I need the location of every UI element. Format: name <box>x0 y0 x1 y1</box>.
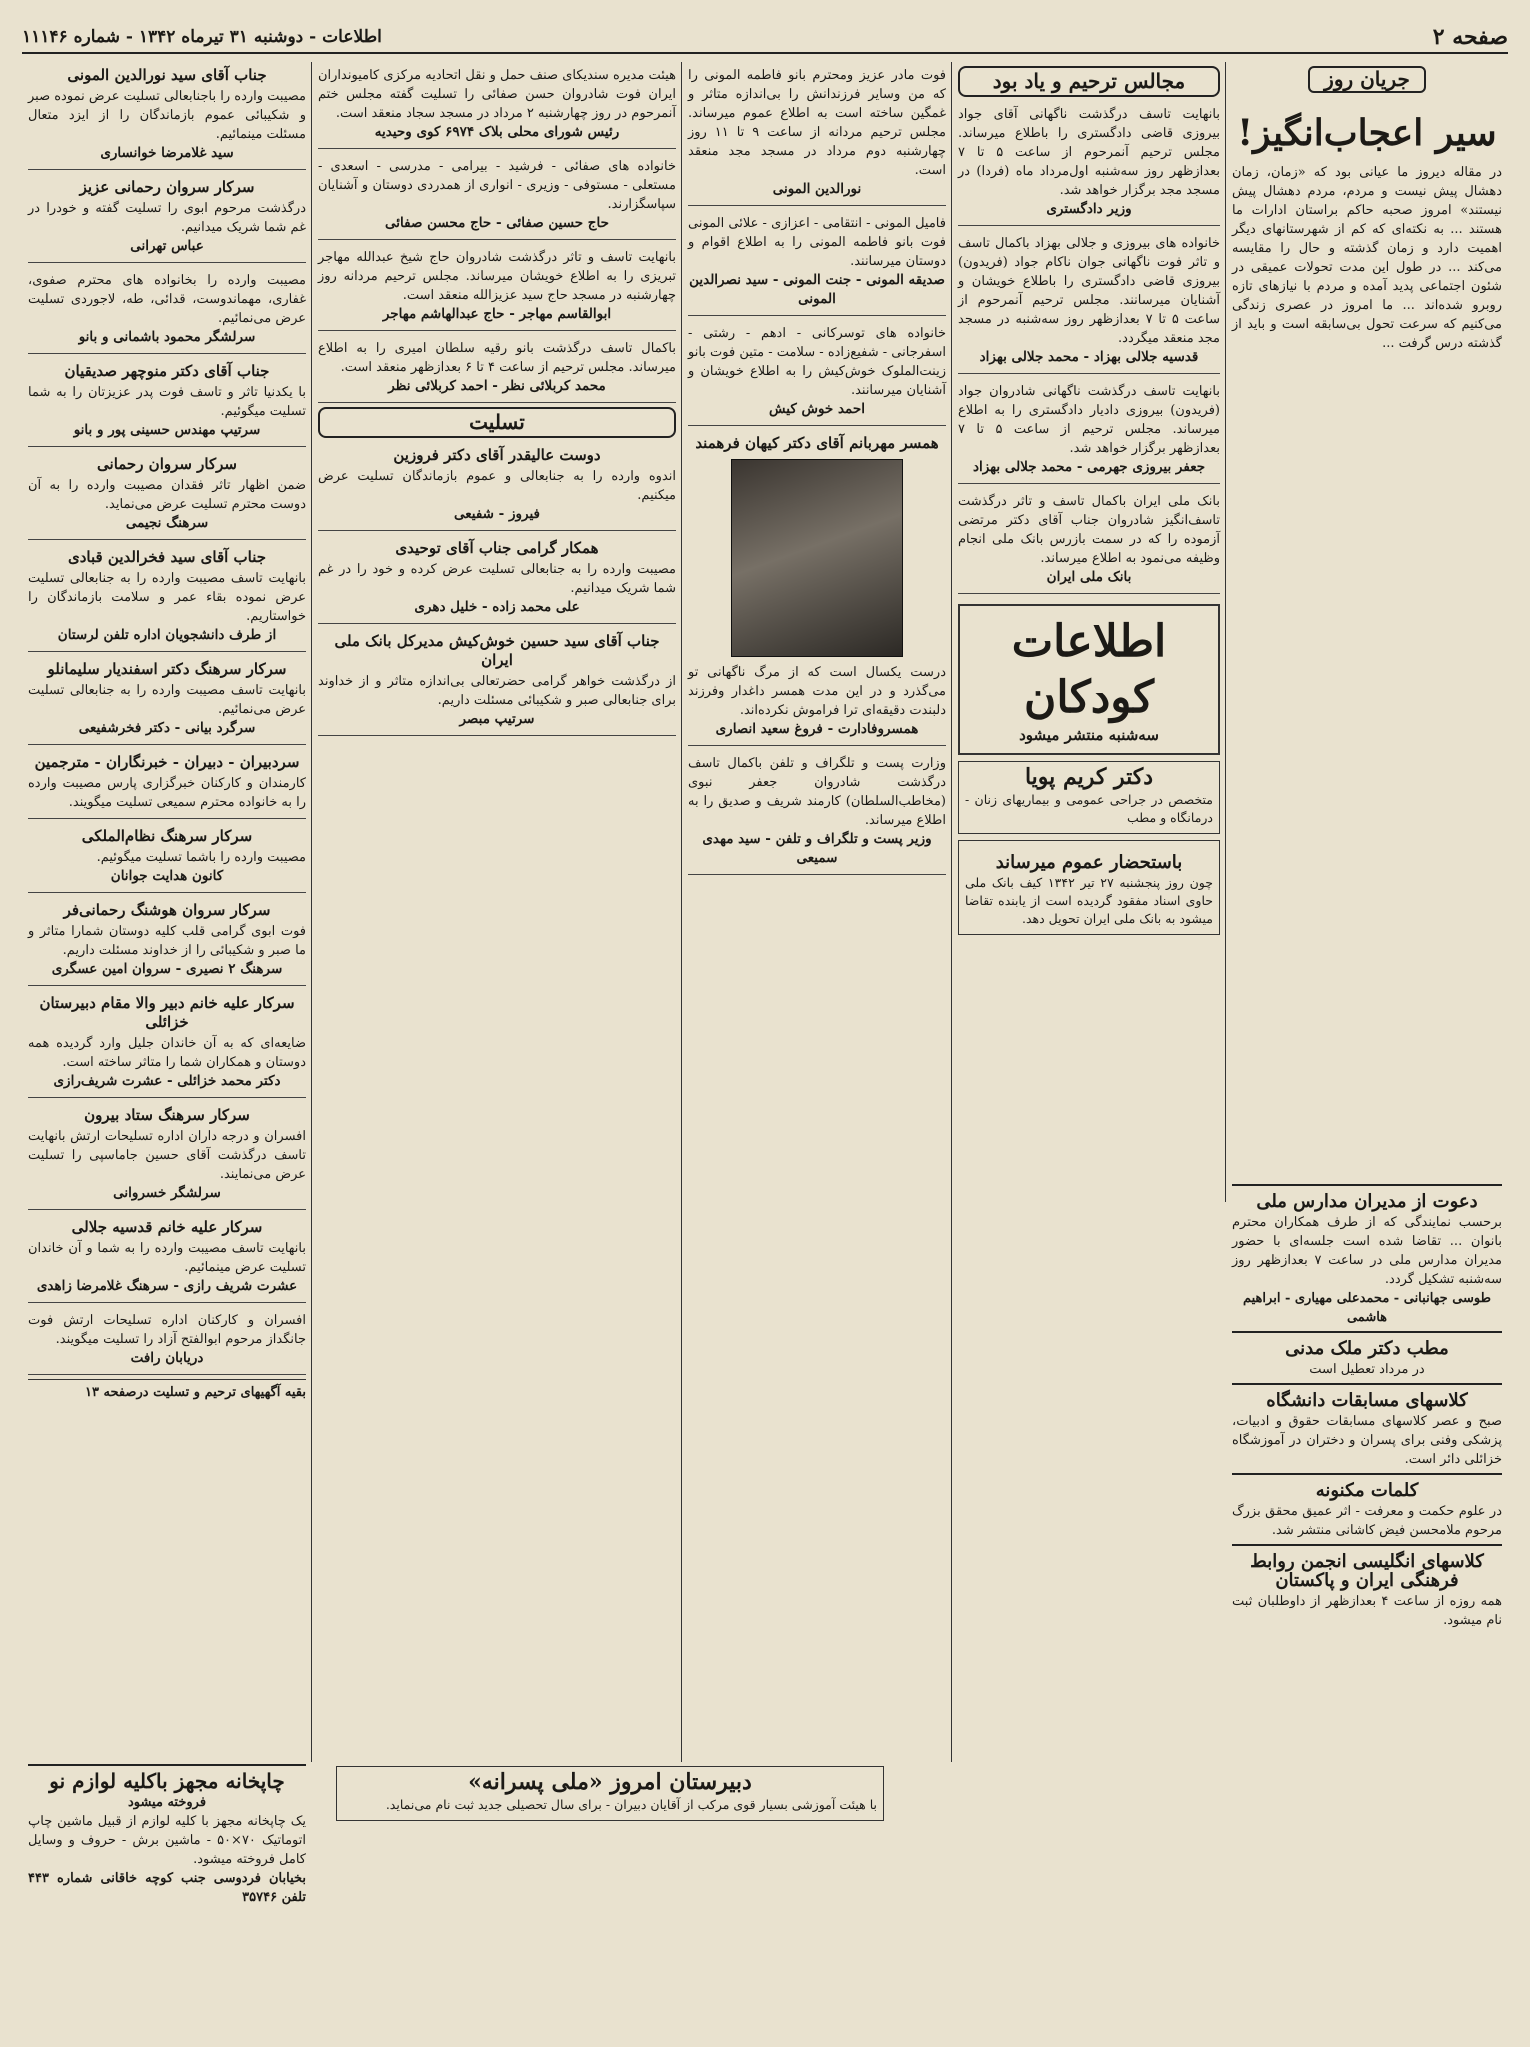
notice-text: چاپخانه مجهز باکلیه لوازم نو <box>49 1769 285 1793</box>
notice-text: سرگرد بیانی - دکتر فخرشفیعی <box>78 720 256 736</box>
mourning-notice <box>688 320 946 426</box>
notice-text: جناب آقای سید نورالدین المونی <box>67 66 267 84</box>
notice-text: سرتیپ مهندس حسینی پور و بانو <box>73 422 261 438</box>
notice-text: بانهایت تاسف مصیبت وارده را به شما و آن خاندان تسلیت عرض مینمائیم. <box>28 1241 306 1275</box>
condolence-notice <box>28 990 306 1098</box>
notice-text: بانهایت تاسف و تاثر درگذشت شادروان حاج شیخ عبدالله مهاجر تبریزی را به اطلاع خویشان میرساند. مجلس ترحیم مردانه روز چهارشنبه در مسجد حاج سید عزیزالله منعقد است. <box>318 250 676 303</box>
english-class-title: کلاسهای انگلیسی انجمن روابط فرهنگی ایران و پاکستان <box>1250 1551 1484 1591</box>
clinic-title: مطب دکتر ملک مدنی <box>1285 1338 1449 1359</box>
mourning-notice <box>688 62 946 206</box>
notice-text: بانهایت تاسف درگذشت ناگهانی شادروان جواد (فریدون) بیروزی دادیار دادگستری را به اطلاع میرساند. مجلس ترحیم از ساعت ۵ تا ۷ بعدازظهر برگزار خواهد شد. <box>958 384 1220 456</box>
notice-text: جعفر بیروزی جهرمی - محمد جلالی بهزاد <box>972 459 1206 475</box>
condolence-notice <box>318 535 676 624</box>
notice-text: ابوالقاسم مهاجر - حاج عبدالهاشم مهاجر <box>382 306 612 322</box>
notice-text: در مرداد تعطیل است <box>1309 1362 1425 1377</box>
condolence-notice <box>28 451 306 540</box>
notice-text: باستحضار عموم میرساند <box>995 852 1183 873</box>
notice-text: خانواده های بیروزی و جلالی بهزاد باکمال تاسف و تاثر فوت ناگهانی جوان ناکام جواد (فریدون) بیروزی قاضی دادگستری را باطلاع خویشان و آشنایان میرسانند. مجلس ترحیم آنمرحوم از ساعت ۵ تا ۷ بعدازظهر روز سه‌شنبه در مسجد مجد منعقد میگردد. <box>958 236 1221 346</box>
notice-text: سید غلامرضا خوانساری <box>100 145 234 161</box>
notice-text: بانهایت تاسف درگذشت ناگهانی آقای جواد بیروزی قاضی دادگستری را باطلاع میرساند. مجلس ترحیم آنمرحوم از ساعت ۵ تا ۷ بعدازظهر روز سه‌شنبه اول‌مرداد ماه (فردا) در مسجد مجد برگزار خواهد شد. <box>958 107 1221 198</box>
notice-text: سه‌شنبه منتشر میشود <box>1019 726 1159 744</box>
school-ad <box>330 1760 890 2030</box>
section-tag: جریان روز <box>1308 66 1426 93</box>
condolence-notice <box>28 358 306 447</box>
notice-text: ضمن اظهار تاثر فقدان مصیبت وارده را به آن دوست محترم تسلیت عرض می‌نماید. <box>28 478 306 512</box>
notice-text: با یکدنیا تاثر و تاسف فوت پدر عزیزتان را به شما تسلیت میگوئیم. <box>28 385 306 419</box>
notices-block <box>1226 1180 1508 1900</box>
masthead-bar <box>22 22 1508 54</box>
notice-text: عشرت شریف رازی - سرهنگ غلامرضا زاهدی <box>36 1278 298 1294</box>
notice-text: چون روز پنجشنبه ۲۷ تیر ۱۳۴۲ کیف بانک ملی حاوی اسناد مفقود گردیده است از یابنده تقاضا میشود به بانک ملی ایران تحویل دهد. <box>965 875 1213 926</box>
masthead-line: اطلاعات - دوشنبه ۳۱ تیرماه ۱۳۴۲ - شماره ۱۱۱۴۶ <box>22 27 382 47</box>
condolence-notice <box>318 442 676 531</box>
condolence-column <box>22 62 312 1742</box>
invite-title: دعوت از مدیران مدارس ملی <box>1256 1191 1478 1212</box>
condolence-notice <box>28 897 306 986</box>
notice-text: بانک ملی ایران <box>1046 569 1132 585</box>
notice-text: بانهایت تاسف مصیبت وارده را به جنابعالی تسلیت عرض نموده بقاء عمر و سلامت بازماندگان را خواستاریم. <box>28 571 306 624</box>
notice-text: سردبیران - دبیران - خبرنگاران - مترجمین <box>34 753 300 771</box>
notice-text: دریابان رافت <box>130 1350 204 1366</box>
notice-text: نورالدین المونی <box>772 181 862 197</box>
notice-text: جناب آقای دکتر منوچهر صدیقیان <box>64 362 270 380</box>
notice-text: حاج حسین صفائی - حاج محسن صفائی <box>385 215 609 231</box>
editorial-body: در مقاله دیروز ما عیانی بود که «زمان، زمان دهشال پیش نیست و مردم، مردم دهشال پیش نیستند» امروز صحبه حاکم براستان ادارات ما هستند ... به نکته‌ای که کم از شهرستانهای دیگر اهمیت دارد و زمان گذشته و حال را مقایسه می‌کند ... در طول این مدت تحولات عمیقی در شئون اجتماعی پدید آمده و مردم با نیازهای تازه روبرو شده‌اند ... ما امروز در عصری زندگی می‌کنیم که سرعت تحول بی‌سابقه است و باید از گذشته درس گرفت ... <box>1232 165 1502 351</box>
notice-text: با هیئت آموزشی بسیار قوی مرکب از آقایان دبیران - برای سال تحصیلی جدید ثبت نام می‌نماید. <box>385 1797 877 1812</box>
notice-text: بانهایت تاسف مصیبت وارده را به جنابعالی تسلیت عرض می‌نمائیم. <box>28 683 306 717</box>
condolence-notice <box>28 62 306 170</box>
notice-text: اندوه وارده را به جنابعالی و عموم بازماندگان تسلیت عرض میکنیم. <box>318 469 676 503</box>
condolence-section-title: تسلیت <box>318 407 676 438</box>
condolence-notice <box>28 1214 306 1303</box>
memorial-notice <box>958 230 1220 374</box>
memorial-section-title: مجالس ترحیم و یاد بود <box>958 66 1220 97</box>
editorial-column <box>1226 62 1508 1182</box>
notice-text: سرکار سروان رحمانی <box>97 455 237 473</box>
notice-text: علی محمد زاده - خلیل دهری <box>414 599 580 615</box>
condolence-notice <box>28 749 306 819</box>
condolence-notice <box>28 823 306 893</box>
condolence-notice <box>318 628 676 736</box>
notice-text: سرکار سرهنگ نظام‌الملکی <box>81 827 253 845</box>
page-number: صفحه ۲ <box>1432 24 1508 50</box>
editorial-headline: سیر اعجاب‌انگیز! <box>1237 112 1497 154</box>
mourning-notice <box>318 335 676 403</box>
mourning-notice <box>688 210 946 316</box>
mourning-notice <box>318 153 676 240</box>
notice-text: مصیبت وارده را باجنابعالی تسلیت عرض نموده صبر و شکیبائی عموم بازماندگان را از ایزد متعال مسئلت مینمائیم. <box>27 89 306 142</box>
notice-text: همسروفادارت - فروغ سعید انصاری <box>715 721 919 737</box>
notice-text: یک چاپخانه مجهز با کلیه لوازم از قبیل ماشین چاپ اتوماتیک ۷۰×۵۰ - ماشین برش - حروف و وسایل کامل فروخته میشود. <box>28 1814 306 1867</box>
lost-bag-ad <box>958 840 1220 935</box>
notice-text: از درگذشت خواهر گرامی حضرتعالی بی‌اندازه متاثر و از خداوند برای جنابعالی صبر و شکیبائی مسئلت داریم. <box>318 674 676 708</box>
notice-text: از طرف دانشجویان اداره تلفن لرستان <box>57 627 277 643</box>
notice-text: خانواده های صفائی - فرشید - بیرامی - مدرسی - اسعدی - مستعلی - مستوفی - وزیری - انواری از همدردی دوستان و آشنایان سپاسگزارند. <box>318 159 676 212</box>
notice-text: سرلشگر محمود باشمانی و بانو <box>78 329 256 345</box>
notice-text: فیروز - شفیعی <box>454 506 540 522</box>
notice-text: سرکار علیه خانم قدسیه جلالی <box>71 1218 263 1236</box>
condolence-notice <box>28 544 306 652</box>
notice-text: درست یکسال است که از مرگ ناگهانی تو می‌گذرد و در این مدت همسر داغدار وفرزند دلبندت دقیقه‌ای ترا فراموش نکرده‌اند. <box>688 665 946 718</box>
notice-text: وزیر پست و تلگراف و تلفن - سید مهدی سمیعی <box>702 831 932 866</box>
notice-text: دکتر کریم پویا <box>1024 764 1154 790</box>
notice-text: افسران و کارکنان اداره تسلیحات ارتش فوت جانگداز مرحوم ابوالفتح آزاد را تسلیت میگویند. <box>28 1313 306 1347</box>
notice-text: جناب آقای سید فخرالدین قبادی <box>67 548 267 566</box>
notice-text: سرلشگر خسروانی <box>113 1185 221 1201</box>
notice-text: سرکار سرهنگ ستاد بیرون <box>84 1106 250 1124</box>
doctor-ad <box>958 761 1220 834</box>
notice-text: سرکار علیه خانم دبیر والا مقام دبیرستان خزائلی <box>39 994 295 1031</box>
notice-text: محمد کربلائی نظر - احمد کربلائی نظر <box>388 378 606 394</box>
notice-text: همه روزه از ساعت ۴ بعدازظهر از داوطلبان ثبت نام میشود. <box>1232 1594 1502 1628</box>
mourning-notice <box>688 750 946 875</box>
condolence-notice <box>28 1307 306 1375</box>
words-title: کلمات مکنونه <box>1315 1480 1419 1501</box>
notice-text: افسران و درجه داران اداره تسلیحات ارتش بانهایت تاسف درگذشت آقای حسین جاماسپی را تسلیت عرض می‌نمایند. <box>28 1129 306 1182</box>
memorial-photo-notice <box>688 430 946 746</box>
notice-text: همسر مهربانم آقای دکتر کیهان فرهمند <box>695 434 939 452</box>
notice-text: وزیر دادگستری <box>1046 201 1132 217</box>
notice-text: جناب آقای سید حسین خوش‌کیش مدیرکل بانک ملی ایران <box>334 632 660 669</box>
notice-text: طوسی جهانبانی - محمدعلی مهیاری - ابراهیم هاشمی <box>1242 1291 1491 1325</box>
notice-text: کارمندان و کارکنان خبرگزاری پارس مصیبت وارده را به خانواده محترم سمیعی تسلیت میگویند. <box>28 776 306 810</box>
mourning-notice <box>318 62 676 149</box>
notice-text: مصیبت وارده را بخانواده های محترم صفوی، غفاری، مهماندوست، قدائی، طه، لاجوردی تسلیت عرض می‌نمائیم. <box>28 273 306 326</box>
notice-text: ضایعه‌ای که به آن خاندان جلیل وارد گردیده همه دوستان و همکاران شما را متاثر ساخته است. <box>28 1036 306 1070</box>
notice-text: فروخته میشود <box>127 1795 207 1810</box>
mourning-column-middle <box>682 62 952 1702</box>
notice-text: وزارت پست و تلگراف و تلفن باکمال تاسف درگذشت شادروان جعفر نبوی (مخاطب‌السلطان) کارمند شریف و صدیق را به اطلاع میرساند. <box>688 756 946 828</box>
print-shop-ad <box>22 1760 312 2030</box>
notice-text: سرهنگ نجیمی <box>125 515 209 531</box>
notice-text: رئیس شورای محلی بلاک ۶۹۷۴ کوی وحیدیه <box>374 124 620 140</box>
notice-text: صدیقه المونی - جنت المونی - سید نصرالدین المونی <box>689 272 945 307</box>
condolence-notice <box>28 174 306 263</box>
notice-text: خانواده های توسرکانی - ادهم - رشتی - اسفرجانی - شفیع‌زاده - سلامت - متین فوت بانو زینت‌الملوک خوش‌کیش را به اطلاع خویشان و آشنایان میرسانند. <box>688 326 946 398</box>
notice-text: عباس تهرانی <box>130 238 204 254</box>
notice-text: درگذشت مرحوم ابوی را تسلیت گفته و خودرا در غم شما شریک میدانیم. <box>28 201 306 235</box>
notice-text: اطلاعات کودکان <box>1011 616 1167 723</box>
notice-text: صبح و عصر کلاسهای مسابقات حقوق و ادبیات، پزشکی وفنی برای پسران و دختران در آموزشگاه خزائلی دائر است. <box>1232 1414 1502 1467</box>
notice-text: دکتر محمد خزائلی - عشرت شریف‌رازی <box>53 1073 281 1089</box>
mourning-column-midleft <box>312 62 682 1702</box>
condolence-notice <box>28 1102 306 1210</box>
notice-text: مصیبت وارده را به جنابعالی تسلیت عرض کرده و خود را در غم شما شریک میدانیم. <box>318 562 676 596</box>
condolence-notice <box>28 267 306 354</box>
notice-text: سرکار سروان هوشنگ رحمانی‌فر <box>63 901 271 919</box>
notice-text: در علوم حکمت و معرفت - اثر عمیق محقق بزرگ مرحوم ملامحسن فیض کاشانی منتشر شد. <box>1232 1504 1502 1538</box>
mourning-notice <box>318 244 676 331</box>
condolence-notice <box>28 656 306 745</box>
notice-text: دبیرستان امروز «ملی پسرانه» <box>468 1769 752 1795</box>
notice-text: فوت مادر عزیز ومحترم بانو فاطمه المونی را که من وسایر فرزندانش را بی‌اندازه متاثر و غمگین ساخته است به اطلاع عموم میرساند. مجلس ترحیم مردانه از ساعت ۹ تا ۱۱ روز چهارشنبه دوم مرداد در مسجد مجد منعقد است. <box>688 68 947 178</box>
notice-text: هیئت مدیره سندیکای صنف حمل و نقل اتحادیه مرکزی کامیونداران ایران فوت شادروان حسن صفائی را تسلیت گفته مجلس ختم آنمرحوم در روز چهارشنبه ۲ مرداد در مسجد سجاد منعقد است. <box>318 68 676 121</box>
notice-text: سرتیپ مبصر <box>459 711 535 727</box>
notice-text: کانون هدایت جوانان <box>110 868 224 884</box>
memorial-column <box>952 62 1226 1702</box>
kids-magazine-ad <box>958 604 1220 755</box>
memorial-notice <box>958 378 1220 484</box>
continued-note: بقیه آگهیهای ترحیم و تسلیت درصفحه ۱۳ <box>28 1379 306 1402</box>
notice-text: فوت ابوی گرامی قلب کلیه دوستان شمارا متاثر و ما صبر و شکیبائی را از خداوند مسئلت داریم. <box>28 924 306 958</box>
notice-text: سرهنگ ۲ نصیری - سروان امین عسگری <box>51 961 283 977</box>
memorial-notice <box>958 488 1220 594</box>
notice-text: سرکار سرهنگ دکتر اسفندیار سلیمانلو <box>47 660 287 678</box>
notice-text: باکمال تاسف درگذشت بانو رقیه سلطان امیری را به اطلاع میرساند. مجلس ترحیم از ساعت ۴ تا ۶ بعدازظهر منعقد است. <box>318 341 676 375</box>
portrait-photo <box>731 459 903 657</box>
notice-text: سرکار سروان رحمانی عزیز <box>79 178 255 196</box>
notice-text: متخصص در جراحی عمومی و بیماریهای زنان - درمانگاه و مطب <box>965 792 1213 825</box>
notice-text: همکار گرامی جناب آقای توحیدی <box>395 539 599 557</box>
notice-text: مصیبت وارده را باشما تسلیت میگوئیم. <box>96 850 306 865</box>
notice-text: بانک ملی ایران باکمال تاسف و تاثر درگذشت تاسف‌انگیز شادروان جناب آقای دکتر مرتضی آزموده را که در سمت بازرس بانک ملی انجام وظیفه می‌نمود به اطلاع میرساند. <box>958 494 1220 566</box>
university-title: کلاسهای مسابقات دانشگاه <box>1266 1390 1468 1411</box>
memorial-notice <box>958 101 1220 226</box>
notice-text: فامیل المونی - انتقامی - اعزازی - علائی المونی فوت بانو فاطمه المونی را به اطلاع اقوام و دوستان میرسانند. <box>688 216 946 269</box>
notice-text: قدسیه جلالی بهزاد - محمد جلالی بهزاد <box>979 349 1199 365</box>
notice-text: دوست عالیقدر آقای دکتر فروزین <box>393 446 601 464</box>
notice-text: بخیابان فردوسی جنب کوچه خاقانی شماره ۴۴۳ تلفن ۳۵۷۴۶ <box>28 1871 306 1905</box>
notice-text: برحسب نمایندگی که از طرف همکاران محترم بانوان ... تقاضا شده است جلسه‌ای با حضور مدیران مدارس ملی در ساعت ۷ بعدازظهر روز سه‌شنبه تشکیل گردد. <box>1232 1215 1502 1287</box>
notice-text: احمد خوش کیش <box>769 401 865 417</box>
